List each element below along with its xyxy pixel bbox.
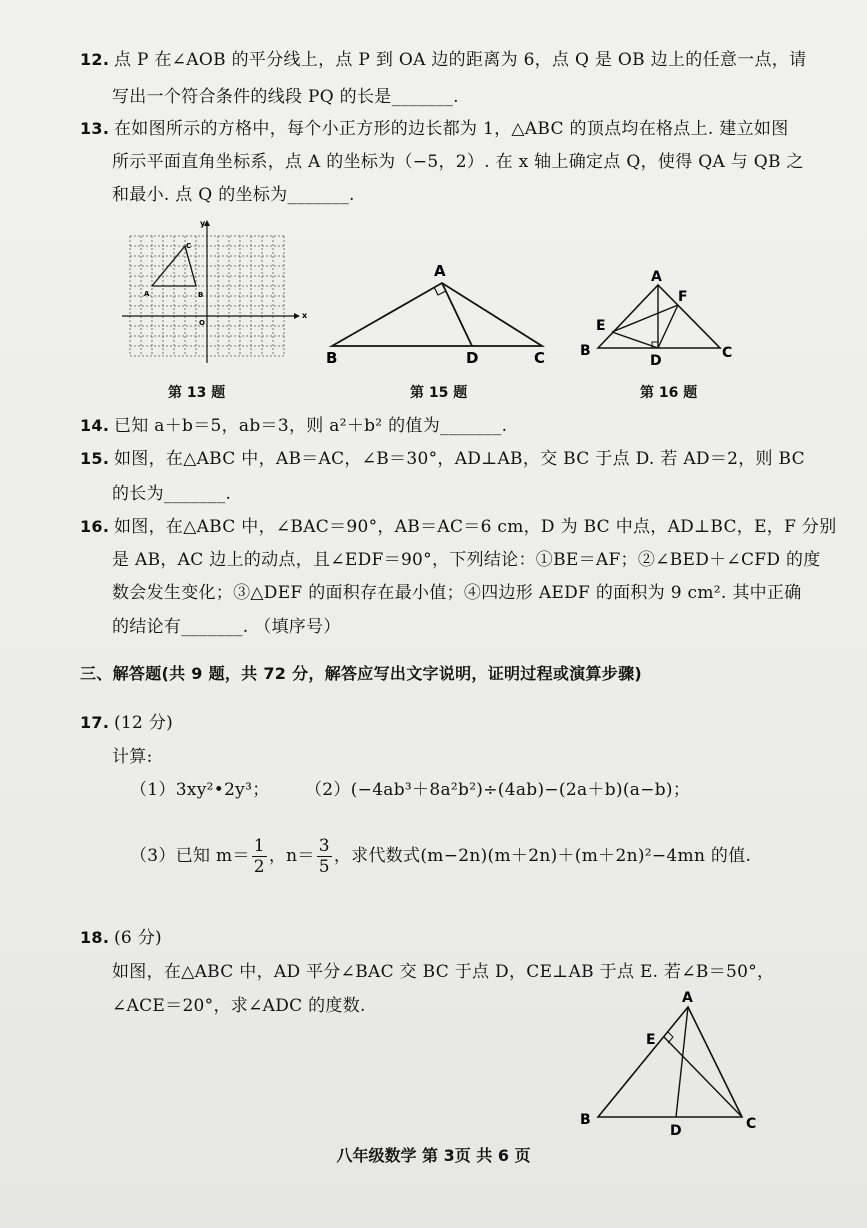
n-denominator: 5 — [318, 857, 330, 877]
fig16-d-label: D — [650, 353, 662, 369]
q18-number: 18. — [80, 928, 110, 947]
q15-line1 — [80, 447, 805, 471]
fig15-c-label: C — [534, 349, 546, 367]
q12-line2: 写出一个符合条件的线段 PQ 的长是_______. — [112, 87, 459, 107]
fig18-d-label: D — [670, 1123, 682, 1139]
q13-number: 13. — [80, 119, 110, 138]
q13-line3: 和最小. 点 Q 的坐标为_______. — [112, 185, 355, 205]
fig18-b-label: B — [580, 1112, 591, 1128]
q17-part3-suffix: ，求代数式(m−2n)(m＋2n)＋(m＋2n)²−4mn 的值. — [333, 846, 752, 866]
q16-number: 16. — [80, 517, 110, 536]
fig16-caption: 第 16 题 — [640, 385, 698, 401]
q17-points: (12 分) — [114, 713, 174, 733]
section3-title: 三、解答题(共 9 题，共 72 分，解答应写出文字说明，证明过程或演算步骤) — [80, 664, 643, 683]
fig16-segment-ed — [612, 332, 658, 348]
q12-line1 — [80, 48, 806, 72]
fig16-e-label: E — [596, 318, 606, 334]
fig15-caption: 第 15 题 — [410, 385, 468, 401]
fig13-x-arrow — [294, 313, 300, 319]
q17-fraction-n — [317, 836, 332, 877]
fig18-triangle — [598, 1007, 742, 1117]
fig15-b-label: B — [326, 349, 338, 367]
fig13-a-label: A — [144, 290, 150, 298]
fig16-a-label: A — [651, 269, 662, 285]
fig13-x-label: x — [302, 311, 308, 320]
fig13-c-label: C — [186, 242, 192, 250]
q17-header — [80, 711, 173, 735]
q15-text1: 如图，在△ABC 中，AB＝AC，∠B＝30°，AD⊥AB，交 BC 于点 D. 若 AD＝2，则 BC — [114, 449, 805, 469]
q12-text1: 点 P 在∠AOB 的平分线上，点 P 到 OA 边的距离为 6，点 Q 是 OB 边上的任意一点，请 — [114, 50, 807, 70]
fig16-triangle — [598, 285, 720, 348]
q16-line4: 的结论有_______. （填序号） — [112, 617, 341, 637]
q17-number: 17. — [80, 713, 110, 732]
q16-line1 — [80, 515, 837, 539]
q17-intro: 计算: — [112, 747, 153, 767]
fig16-f-label: F — [678, 289, 688, 305]
fig15-d-label: D — [466, 349, 479, 367]
q15-number: 15. — [80, 449, 110, 468]
q18-line1: 如图，在△ABC 中，AD 平分∠BAC 交 BC 于点 D，CE⊥AB 于点 E. 若∠B＝50°， — [112, 962, 775, 982]
fig15-a-label: A — [434, 262, 446, 280]
q13-line1 — [80, 117, 789, 141]
q17-part3-prefix: （3）已知 m＝ — [130, 846, 250, 866]
page-footer: 八年级数学 第 3页 共 6 页 — [336, 1146, 531, 1165]
q15-line2: 的长为_______. — [112, 484, 232, 504]
fig16-c-label: C — [722, 345, 733, 361]
m-denominator: 2 — [253, 857, 265, 877]
fig18-c-label: C — [746, 1116, 757, 1132]
fig18-segment-ad — [676, 1007, 688, 1117]
n-numerator: 3 — [318, 836, 330, 856]
fig13-y-label: y — [200, 219, 206, 228]
fig18-a-label: A — [682, 990, 693, 1006]
q13-text1: 在如图所示的方格中，每个小正方形的边长都为 1，△ABC 的顶点均在格点上. 建立如图 — [114, 119, 789, 139]
q17-part3-mid: ，n＝ — [268, 846, 315, 866]
fig13-grid-figure — [118, 218, 308, 368]
q16-line3: 数会发生变化；③△DEF 的面积存在最小值；④四边形 AEDF 的面积为 9 cm². 其中正确 — [112, 583, 802, 603]
q14-line — [80, 414, 507, 438]
q16-line2: 是 AB，AC 边上的动点，且∠EDF＝90°，下列结论：①BE＝AF；②∠BED＋∠CFD 的度 — [112, 550, 821, 570]
fig16-figure — [570, 265, 745, 370]
q17-part1: （1）3xy²•2y³； — [130, 780, 270, 800]
q14-number: 14. — [80, 416, 110, 435]
fig13-caption: 第 13 题 — [168, 385, 226, 401]
fig16-b-label: B — [580, 343, 591, 359]
fig13-origin-label: O — [199, 319, 205, 327]
q16-text1: 如图，在△ABC 中，∠BAC＝90°，AB＝AC＝6 cm，D 为 BC 中点，AD⊥BC，E，F 分别 — [114, 517, 837, 537]
q18-line2: ∠ACE＝20°，求∠ADC 的度数. — [112, 996, 366, 1016]
q18-points: (6 分) — [114, 928, 162, 948]
q14-text: 已知 a＋b＝5，ab＝3，则 a²＋b² 的值为_______. — [114, 416, 508, 436]
fig18-figure — [570, 982, 770, 1142]
q12-number: 12. — [80, 50, 110, 69]
q17-fraction-m — [252, 836, 267, 877]
q13-line2: 所示平面直角坐标系，点 A 的坐标为（−5，2）. 在 x 轴上确定点 Q，使得 QA 与 QB 之 — [112, 152, 804, 172]
m-numerator: 1 — [253, 836, 265, 856]
fig18-e-label: E — [646, 1032, 656, 1048]
q17-part3 — [130, 836, 751, 877]
fig18-right-angle-mark — [668, 1032, 673, 1043]
fig13-b-label: B — [198, 291, 204, 299]
fig18-segment-ce — [664, 1037, 742, 1117]
q18-header — [80, 926, 162, 950]
q17-part2: （2）(−4ab³＋8a²b²)÷(4ab)−(2a＋b)(a−b)； — [305, 780, 691, 800]
fig15-figure — [320, 258, 560, 368]
fig16-segment-ef — [612, 305, 678, 332]
